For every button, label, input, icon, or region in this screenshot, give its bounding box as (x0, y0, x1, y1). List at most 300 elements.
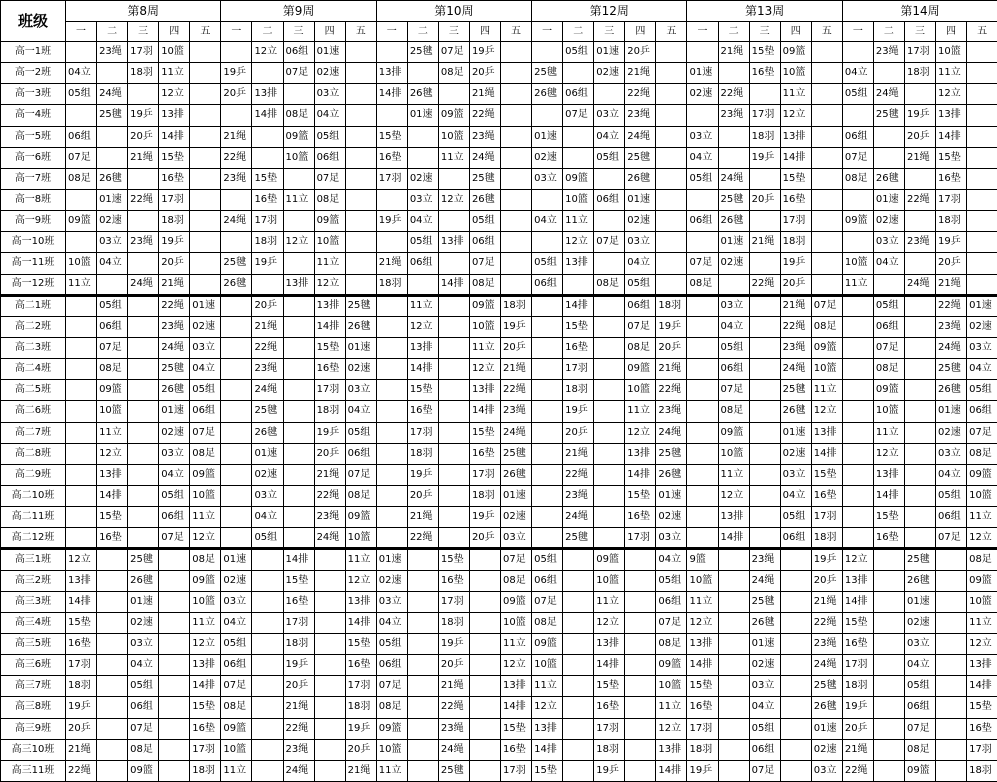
schedule-cell (842, 401, 873, 422)
schedule-cell: 02速 (345, 359, 376, 380)
schedule-cell: 10篮 (159, 42, 190, 63)
class-name-cell: 高三11班 (1, 760, 66, 781)
schedule-cell: 25毽 (345, 295, 376, 316)
schedule-cell (749, 464, 780, 485)
schedule-cell (749, 168, 780, 189)
class-name-cell: 高三1班 (1, 549, 66, 570)
schedule-cell: 05组 (967, 380, 997, 401)
schedule-cell (97, 697, 128, 718)
schedule-cell: 25毽 (532, 63, 563, 84)
schedule-cell: 21绳 (811, 591, 842, 612)
schedule-cell: 01速 (780, 422, 811, 443)
schedule-cell: 18羽 (967, 760, 997, 781)
table-row (1, 633, 997, 654)
schedule-cell (563, 274, 594, 295)
schedule-cell (873, 697, 904, 718)
schedule-cell: 15垫 (283, 570, 314, 591)
class-name-cell: 高三2班 (1, 570, 66, 591)
schedule-cell: 18羽 (749, 126, 780, 147)
schedule-cell: 15垫 (159, 147, 190, 168)
schedule-cell: 20乒 (314, 443, 345, 464)
schedule-cell: 08足 (625, 337, 656, 358)
schedule-cell (376, 232, 407, 253)
schedule-cell (314, 697, 345, 718)
schedule-cell (532, 422, 563, 443)
schedule-cell: 16垫 (873, 528, 904, 549)
schedule-cell: 19乒 (469, 42, 500, 63)
schedule-cell: 11立 (656, 697, 687, 718)
schedule-cell (190, 126, 221, 147)
schedule-cell (376, 189, 407, 210)
schedule-cell (314, 549, 345, 570)
schedule-cell (749, 422, 780, 443)
schedule-cell: 17羽 (159, 189, 190, 210)
schedule-cell (159, 739, 190, 760)
schedule-cell: 14排 (842, 591, 873, 612)
schedule-cell: 26毽 (811, 697, 842, 718)
schedule-cell: 07足 (594, 232, 625, 253)
schedule-cell: 08足 (687, 274, 718, 295)
schedule-cell (656, 253, 687, 274)
schedule-cell: 06组 (780, 528, 811, 549)
week-header: 第12周 (532, 1, 687, 22)
schedule-cell: 20乒 (407, 485, 438, 506)
schedule-cell: 05组 (159, 485, 190, 506)
schedule-cell: 25毽 (501, 443, 532, 464)
schedule-cell (221, 105, 252, 126)
schedule-cell: 02速 (967, 316, 997, 337)
schedule-cell: 16垫 (780, 189, 811, 210)
schedule-cell (221, 232, 252, 253)
schedule-cell: 06组 (283, 42, 314, 63)
schedule-cell: 16垫 (936, 168, 967, 189)
class-name-cell: 高二7班 (1, 422, 66, 443)
schedule-cell: 17羽 (594, 718, 625, 739)
schedule-cell: 15垫 (873, 507, 904, 528)
schedule-cell (438, 380, 469, 401)
schedule-cell: 14排 (625, 464, 656, 485)
schedule-cell (252, 126, 283, 147)
schedule-cell (66, 485, 97, 506)
schedule-cell: 05组 (594, 147, 625, 168)
schedule-cell (314, 676, 345, 697)
schedule-cell: 22绳 (563, 464, 594, 485)
schedule-cell: 24绳 (221, 211, 252, 232)
schedule-cell: 24绳 (314, 528, 345, 549)
schedule-cell (718, 718, 749, 739)
schedule-cell: 01速 (749, 633, 780, 654)
schedule-cell (159, 655, 190, 676)
schedule-cell (221, 42, 252, 63)
schedule-cell: 23绳 (469, 126, 500, 147)
schedule-cell (159, 549, 190, 570)
class-name-cell: 高一3班 (1, 84, 66, 105)
schedule-cell: 19乒 (221, 63, 252, 84)
schedule-cell: 24绳 (97, 84, 128, 105)
schedule-cell: 02速 (873, 211, 904, 232)
schedule-cell: 25毽 (97, 105, 128, 126)
schedule-cell: 06组 (190, 401, 221, 422)
schedule-cell (376, 105, 407, 126)
class-name-cell: 高三9班 (1, 718, 66, 739)
schedule-cell: 18羽 (842, 676, 873, 697)
schedule-cell: 03立 (190, 337, 221, 358)
schedule-cell: 20乒 (438, 655, 469, 676)
schedule-cell: 08足 (532, 612, 563, 633)
schedule-cell (221, 295, 252, 316)
schedule-cell: 17羽 (749, 105, 780, 126)
schedule-cell (811, 211, 842, 232)
schedule-cell: 11立 (469, 337, 500, 358)
schedule-cell: 15垫 (345, 633, 376, 654)
schedule-cell: 11立 (190, 612, 221, 633)
schedule-cell: 17羽 (128, 42, 159, 63)
schedule-cell (438, 253, 469, 274)
schedule-cell (376, 42, 407, 63)
schedule-cell: 10篮 (345, 528, 376, 549)
schedule-cell: 18羽 (252, 232, 283, 253)
schedule-cell: 02速 (625, 211, 656, 232)
schedule-cell: 09篮 (501, 591, 532, 612)
schedule-cell: 22绳 (221, 147, 252, 168)
schedule-cell: 9篮 (687, 549, 718, 570)
schedule-cell (252, 655, 283, 676)
table-row (1, 739, 997, 760)
schedule-cell: 18羽 (345, 697, 376, 718)
schedule-cell: 04立 (407, 211, 438, 232)
schedule-cell: 04立 (967, 359, 997, 380)
table-row (1, 760, 997, 781)
schedule-cell: 07足 (563, 105, 594, 126)
schedule-cell: 24绳 (283, 760, 314, 781)
schedule-cell: 18羽 (594, 739, 625, 760)
schedule-cell (159, 633, 190, 654)
schedule-cell (252, 718, 283, 739)
schedule-cell (66, 422, 97, 443)
schedule-cell: 18羽 (159, 211, 190, 232)
schedule-cell: 12立 (594, 612, 625, 633)
schedule-cell: 13排 (873, 464, 904, 485)
day-header: 四 (314, 22, 345, 42)
schedule-cell (407, 612, 438, 633)
schedule-cell: 15垫 (687, 676, 718, 697)
table-row (1, 676, 997, 697)
schedule-cell: 14排 (345, 612, 376, 633)
week-header: 第8周 (66, 1, 221, 22)
schedule-cell: 09篮 (967, 570, 997, 591)
schedule-cell (532, 232, 563, 253)
schedule-cell (718, 612, 749, 633)
schedule-cell: 12立 (469, 359, 500, 380)
schedule-cell (314, 739, 345, 760)
schedule-cell: 13排 (780, 126, 811, 147)
table-row (1, 591, 997, 612)
schedule-cell: 08足 (904, 739, 935, 760)
schedule-cell: 16垫 (283, 591, 314, 612)
schedule-cell (252, 612, 283, 633)
schedule-cell: 09篮 (811, 337, 842, 358)
schedule-cell (594, 422, 625, 443)
schedule-cell (967, 168, 997, 189)
schedule-cell: 07足 (625, 316, 656, 337)
schedule-cell: 17羽 (811, 507, 842, 528)
class-name-cell: 高二10班 (1, 485, 66, 506)
schedule-cell (594, 295, 625, 316)
schedule-cell (656, 63, 687, 84)
day-header: 三 (438, 22, 469, 42)
schedule-cell: 04立 (345, 401, 376, 422)
schedule-cell (967, 253, 997, 274)
schedule-cell (563, 697, 594, 718)
schedule-cell (625, 570, 656, 591)
schedule-cell (563, 147, 594, 168)
schedule-cell: 09篮 (563, 168, 594, 189)
schedule-cell (625, 655, 656, 676)
schedule-cell (811, 189, 842, 210)
schedule-cell (128, 422, 159, 443)
schedule-cell: 23绳 (314, 507, 345, 528)
schedule-cell: 05组 (532, 549, 563, 570)
schedule-cell (159, 676, 190, 697)
schedule-cell (811, 126, 842, 147)
schedule-cell: 07足 (811, 295, 842, 316)
schedule-cell: 14排 (469, 401, 500, 422)
schedule-cell (656, 274, 687, 295)
schedule-cell (97, 655, 128, 676)
schedule-cell (221, 380, 252, 401)
schedule-cell: 18羽 (811, 528, 842, 549)
schedule-cell: 19乒 (376, 211, 407, 232)
schedule-cell: 03立 (625, 232, 656, 253)
schedule-cell (469, 591, 500, 612)
schedule-cell (873, 760, 904, 781)
schedule-cell (314, 612, 345, 633)
schedule-cell: 23绳 (656, 401, 687, 422)
schedule-cell: 04立 (376, 612, 407, 633)
schedule-cell: 13排 (967, 655, 997, 676)
day-header: 四 (780, 22, 811, 42)
schedule-cell (128, 359, 159, 380)
schedule-cell: 04立 (314, 105, 345, 126)
schedule-cell (407, 676, 438, 697)
schedule-cell: 17羽 (687, 718, 718, 739)
schedule-cell: 09篮 (532, 633, 563, 654)
schedule-cell: 25毽 (656, 443, 687, 464)
schedule-cell: 23绳 (501, 401, 532, 422)
schedule-cell (128, 168, 159, 189)
schedule-cell: 22绳 (936, 295, 967, 316)
schedule-cell (345, 189, 376, 210)
schedule-cell: 08足 (221, 697, 252, 718)
schedule-cell (501, 42, 532, 63)
schedule-cell: 01速 (873, 189, 904, 210)
schedule-cell: 05组 (687, 168, 718, 189)
schedule-cell: 20乒 (469, 528, 500, 549)
schedule-cell: 03立 (159, 443, 190, 464)
schedule-cell (873, 570, 904, 591)
schedule-cell: 07足 (904, 718, 935, 739)
table-row (1, 337, 997, 358)
schedule-cell (407, 718, 438, 739)
schedule-cell (407, 655, 438, 676)
schedule-cell: 15垫 (407, 380, 438, 401)
schedule-cell (780, 591, 811, 612)
schedule-cell: 24绳 (873, 84, 904, 105)
schedule-cell (501, 126, 532, 147)
schedule-cell: 14排 (97, 485, 128, 506)
schedule-cell (128, 211, 159, 232)
schedule-cell: 20乒 (501, 337, 532, 358)
schedule-cell (873, 655, 904, 676)
schedule-cell: 07足 (221, 676, 252, 697)
schedule-cell (128, 295, 159, 316)
schedule-cell: 20乒 (563, 422, 594, 443)
schedule-cell: 02速 (594, 63, 625, 84)
schedule-cell: 11立 (967, 507, 997, 528)
schedule-cell: 01速 (936, 401, 967, 422)
schedule-cell: 17羽 (904, 42, 935, 63)
schedule-cell: 10篮 (469, 316, 500, 337)
schedule-cell (190, 232, 221, 253)
schedule-cell: 20乒 (469, 63, 500, 84)
schedule-cell: 12立 (190, 633, 221, 654)
schedule-cell (936, 549, 967, 570)
schedule-cell: 17羽 (842, 655, 873, 676)
schedule-cell (283, 401, 314, 422)
schedule-cell: 13排 (97, 464, 128, 485)
schedule-cell (687, 42, 718, 63)
schedule-cell (687, 422, 718, 443)
schedule-cell (718, 147, 749, 168)
schedule-cell (842, 295, 873, 316)
schedule-cell: 08足 (718, 401, 749, 422)
schedule-cell: 10篮 (97, 401, 128, 422)
schedule-cell: 24绳 (501, 422, 532, 443)
schedule-cell: 18羽 (780, 232, 811, 253)
schedule-cell: 18羽 (687, 739, 718, 760)
schedule-cell (842, 337, 873, 358)
schedule-cell: 14排 (252, 105, 283, 126)
schedule-cell: 01速 (687, 63, 718, 84)
schedule-cell: 11立 (687, 591, 718, 612)
schedule-cell: 09篮 (656, 655, 687, 676)
schedule-cell: 24绳 (563, 507, 594, 528)
schedule-cell: 19乒 (314, 422, 345, 443)
schedule-cell: 24绳 (469, 147, 500, 168)
schedule-cell: 13排 (407, 337, 438, 358)
schedule-cell: 13排 (159, 105, 190, 126)
schedule-cell: 19乒 (252, 253, 283, 274)
schedule-cell: 01速 (190, 295, 221, 316)
schedule-cell (159, 718, 190, 739)
schedule-cell (842, 42, 873, 63)
schedule-cell: 14排 (718, 528, 749, 549)
schedule-cell (873, 739, 904, 760)
schedule-cell (438, 422, 469, 443)
class-name-cell: 高二12班 (1, 528, 66, 549)
schedule-cell (904, 337, 935, 358)
schedule-cell: 20乒 (221, 84, 252, 105)
schedule-cell: 07足 (936, 528, 967, 549)
schedule-cell (159, 697, 190, 718)
schedule-cell: 16垫 (811, 485, 842, 506)
table-row (1, 105, 997, 126)
schedule-cell: 17羽 (345, 676, 376, 697)
schedule-cell: 12立 (532, 697, 563, 718)
schedule-cell (128, 464, 159, 485)
schedule-cell (345, 211, 376, 232)
schedule-cell (967, 84, 997, 105)
schedule-cell: 21绳 (314, 464, 345, 485)
schedule-cell (252, 63, 283, 84)
week-header: 第9周 (221, 1, 376, 22)
schedule-cell: 11立 (842, 274, 873, 295)
schedule-cell (936, 570, 967, 591)
schedule-cell: 16垫 (563, 337, 594, 358)
schedule-cell (314, 655, 345, 676)
schedule-cell: 20乒 (656, 337, 687, 358)
schedule-cell (718, 633, 749, 654)
schedule-cell (873, 633, 904, 654)
schedule-cell: 05组 (842, 84, 873, 105)
schedule-cell: 07足 (749, 760, 780, 781)
schedule-cell: 11立 (780, 84, 811, 105)
schedule-cell: 13排 (687, 633, 718, 654)
schedule-cell: 17羽 (252, 211, 283, 232)
schedule-cell: 12立 (842, 549, 873, 570)
schedule-cell (749, 507, 780, 528)
schedule-cell: 06组 (66, 126, 97, 147)
schedule-cell (780, 612, 811, 633)
class-name-cell: 高三3班 (1, 591, 66, 612)
schedule-cell (283, 359, 314, 380)
schedule-cell (811, 232, 842, 253)
schedule-cell (594, 507, 625, 528)
schedule-cell: 26毽 (97, 168, 128, 189)
schedule-cell (469, 549, 500, 570)
schedule-cell (749, 443, 780, 464)
schedule-cell (190, 84, 221, 105)
schedule-cell (128, 253, 159, 274)
schedule-cell: 03立 (221, 591, 252, 612)
schedule-cell: 19乒 (283, 655, 314, 676)
table-row (1, 612, 997, 633)
schedule-cell: 21绳 (159, 274, 190, 295)
schedule-cell: 04立 (159, 464, 190, 485)
schedule-cell (718, 760, 749, 781)
schedule-cell (749, 316, 780, 337)
schedule-cell (656, 232, 687, 253)
schedule-cell: 19乒 (656, 316, 687, 337)
schedule-cell: 11立 (66, 274, 97, 295)
schedule-cell: 09篮 (66, 211, 97, 232)
schedule-cell (532, 295, 563, 316)
schedule-cell (718, 655, 749, 676)
schedule-cell: 21绳 (345, 760, 376, 781)
schedule-cell: 22绳 (842, 760, 873, 781)
schedule-cell (128, 84, 159, 105)
schedule-cell: 24绳 (656, 422, 687, 443)
schedule-cell: 11立 (811, 380, 842, 401)
schedule-cell (656, 147, 687, 168)
schedule-cell: 26毽 (625, 168, 656, 189)
schedule-cell (376, 380, 407, 401)
schedule-cell: 08足 (376, 697, 407, 718)
schedule-cell (97, 147, 128, 168)
schedule-cell (97, 591, 128, 612)
schedule-cell: 25毽 (438, 760, 469, 781)
schedule-cell: 23绳 (780, 337, 811, 358)
